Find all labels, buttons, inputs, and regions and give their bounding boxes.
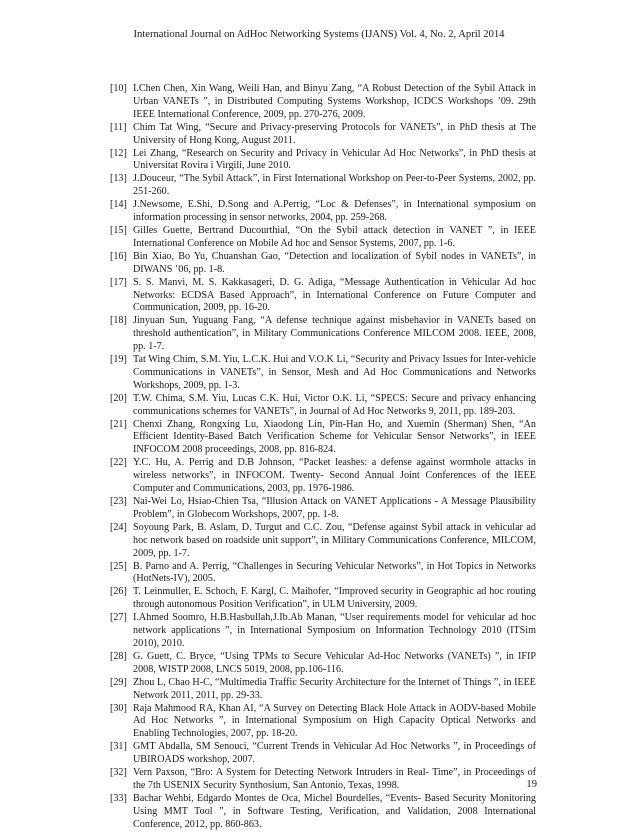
reference-entry — [110, 199, 536, 225]
reference-entry — [110, 277, 536, 316]
reference-text: Lei Zhang, “Research on Security and Privacy in Vehicular Ad Hoc Networks”, in PhD thesis at Universitat Rovira i Virgili, June 2010. — [133, 147, 536, 172]
reference-entry — [110, 561, 536, 587]
reference-number: [33] — [110, 792, 127, 804]
reference-text: Gilles Guette, Bertrand Ducourthial, “On the Sybil attack detection in VANET ”, in IEEE International Conference on Mobile Ad hoc and Sensor Systems, 2007, pp. 1-6. — [133, 224, 536, 249]
reference-number: [26] — [110, 586, 127, 598]
reference-text: J.Douceur, “The Sybil Attack”, in First International Workshop on Peer-to-Peer Systems, 2002, pp. 251-260. — [133, 173, 536, 198]
reference-text: I.Chen Chen, Xin Wang, Weili Han, and Binyu Zang, “A Robust Detection of the Sybil Attack in Urban VANETs ”, in Distributed Computing Systems Workshop, ICDCS Workshops ’09. 29th IEEE International Conference, 2009, pp. 270-276, 2009. — [133, 83, 536, 120]
reference-entry — [110, 393, 536, 419]
reference-text: Y.C. Hu, A. Perrig and D.B Johnson, “Packet leashes: a defense against wormhole attacks in wireless networks”, in INFOCOM. Twenty- Second Annual Joint Conferences of the IEEE Computer and Communications, 2003, pp. 1976-1986. — [133, 457, 536, 495]
reference-text: Tat Wing Chim, S.M. Yiu, L.C.K. Hui and V.O.K Li, “Security and Privacy Issues for Inter-vehicle Communications in VANETs”, in Sensor, Mesh and Ad Hoc Communications and Networks Workshops, 2009, pp. 1-3. — [133, 354, 536, 391]
reference-number: [17] — [110, 276, 127, 288]
reference-text: T.W. Chima, S.M. Yiu, Lucas C.K. Hui, Victor O.K. Li, “SPECS: Secure and privacy enhancing communications schemes for VANETs”, in Journal of Ad Hoc Networks 9, 2011, pp. 189-203. — [133, 392, 536, 417]
reference-text: Raja Mahmood RA, Khan AI, “A Survey on Detecting Black Hole Attack in AODV-based Mobile Ad Hoc Networks ”, in International Symposium on High Capacity Optical Networks and Enabling Technologies, 2007, pp. 18-20. — [133, 702, 536, 740]
reference-text: S. S. Manvi, M. S. Kakkasageri, D. G. Adiga, “Message Authentication in Vehicular Ad hoc Networks: ECDSA Based Approach”, in International Conference on Future Computer and Communication, 2009, pp. 16-20. — [133, 276, 536, 314]
reference-text: Zhou L, Chao H-C, “Multimedia Traffic Security Architecture for the Internet of Things ”, in IEEE Network 2011, 2011, pp. 29-33. — [133, 676, 536, 701]
reference-number: [15] — [110, 224, 127, 236]
reference-entry — [110, 354, 536, 393]
reference-number: [32] — [110, 767, 127, 779]
reference-entry — [110, 83, 536, 122]
reference-number: [20] — [110, 392, 127, 404]
reference-number: [12] — [110, 147, 127, 159]
reference-entry — [110, 741, 536, 767]
reference-entry — [110, 677, 536, 703]
reference-text: Vern Paxson, “Bro: A System for Detecting Network Intruders in Real- Time”, in Proceedings of the 7th USENIX Security Synthosium, San Antonio, Texas, 1998. — [133, 767, 536, 791]
reference-number: [13] — [110, 173, 127, 185]
reference-entry — [110, 703, 536, 742]
reference-number: [29] — [110, 676, 127, 688]
reference-entry — [110, 419, 536, 458]
reference-text: Nai-Wei Lo, Hsiao-Chien Tsa, “Illusion Attack on VANET Applications - A Message Plausibility Problem”, in Globecom Workshops, 2007, pp. 1-8. — [133, 496, 536, 520]
reference-number: [11] — [110, 121, 127, 133]
reference-entry — [110, 251, 536, 277]
reference-number: [22] — [110, 457, 127, 469]
reference-number: [19] — [110, 354, 127, 366]
reference-number: [31] — [110, 741, 127, 753]
reference-number: [18] — [110, 315, 127, 327]
reference-text: Chim Tat Wing, “Secure and Privacy-preserving Protocols for VANETs”, in PhD thesis at The University of Hong Kong, August 2011. — [133, 121, 536, 146]
reference-entry — [110, 315, 536, 354]
reference-entry — [110, 651, 536, 677]
reference-text: I.Ahmed Soomro, H.B.Hasbullah,J.Ib.Ab Manan, “User requirements model for vehicular ad hoc network applications ”, in International Symposium on Information Technology 2010 (ITSim 2010), 2010. — [133, 612, 536, 649]
reference-text: Jinyuan Sun, Yuguang Fang, “A defense technique against misbehavior in VANETs based on threshold authentication”, in Military Communications Conference MILCOM 2008. IEEE, 2008, pp. 1-7. — [133, 315, 536, 353]
reference-text: J.Newsome, E.Shi, D.Song and A.Perrig, “Loc & Defenses”, in International symposium on information processing in sensor networks, 2004, pp. 259-268. — [133, 199, 536, 224]
reference-entry — [110, 225, 536, 251]
page-number: 19 — [526, 779, 537, 790]
reference-number: [16] — [110, 250, 127, 262]
reference-number: [23] — [110, 496, 127, 507]
reference-number: [27] — [110, 612, 127, 624]
running-header: International Journal on AdHoc Networking Systems (IJANS) Vol. 4, No. 2, April 2014 — [133, 29, 505, 40]
reference-text: Bin Xiao, Bo Yu, Chuanshan Gao, “Detection and localization of Sybil nodes in VANETs”, in DIWANS ’06, pp. 1-8. — [133, 250, 536, 275]
reference-entry — [110, 496, 536, 522]
reference-number: [30] — [110, 702, 127, 714]
reference-entry — [110, 522, 536, 561]
reference-entry — [110, 173, 536, 199]
reference-text: T. Leinmuller, E. Schoch, F. Kargl, C. Maihofer, “Improved security in Geographic ad hoc routing through autonomous Position Verification”, in ULM University, 2009. — [133, 586, 536, 611]
reference-text: GMT Abdalla, SM Senouci, “Current Trends in Vehicular Ad Hoc Networks ”, in Proceedings of UBIROADS workshop, 2007. — [133, 741, 536, 766]
reference-entry — [110, 122, 536, 148]
reference-number: [21] — [110, 418, 127, 430]
reference-text: B. Parno and A. Perrig, “Challenges in Securing Vehicular Networks”, in Hot Topics in Networks (HotNets-IV), 2005. — [133, 560, 536, 585]
reference-number: [10] — [110, 83, 127, 94]
reference-entry — [110, 457, 536, 496]
reference-text: G. Guett, C. Bryce, “Using TPMs to Secure Vehicular Ad-Hoc Networks (VANETs) ”, in IFIP 2008, WISTP 2008, LNCS 5019, 2008, pp.106-116. — [133, 650, 536, 675]
reference-list — [110, 83, 536, 832]
reference-number: [25] — [110, 560, 127, 572]
reference-entry — [110, 586, 536, 612]
reference-number: [24] — [110, 521, 127, 533]
reference-text: Bachar Wehbi, Edgardo Montes de Oca, Michel Bourdelles, “Events- Based Security Monitoring Using MMT Tool ”, in Software Testing, Verification, and Validation, 2008 International Conference, 2012, pp. 860-863. — [133, 792, 536, 830]
reference-entry — [110, 148, 536, 174]
reference-text: Soyoung Park, B. Aslam, D. Turgut and C.C. Zou, “Defense against Sybil attack in vehicular ad hoc network based on roadside unit support”, in Military Communications Conference, MILCOM, 2009, pp. 1-7. — [133, 521, 536, 559]
reference-number: [14] — [110, 199, 127, 211]
reference-entry — [110, 767, 536, 793]
reference-text: Chenxi Zhang, Rongxing Lu, Xiaodong Lin, Pin-Han Ho, and Xuemin (Sherman) Shen, “An Efficient Identity-Based Batch Verification Scheme for Vehicular Sensor Networks”, in IEEE INFOCOM 2008 proceedings, 2008, pp. 816-824. — [133, 418, 536, 456]
reference-entry — [110, 612, 536, 651]
reference-number: [28] — [110, 650, 127, 662]
